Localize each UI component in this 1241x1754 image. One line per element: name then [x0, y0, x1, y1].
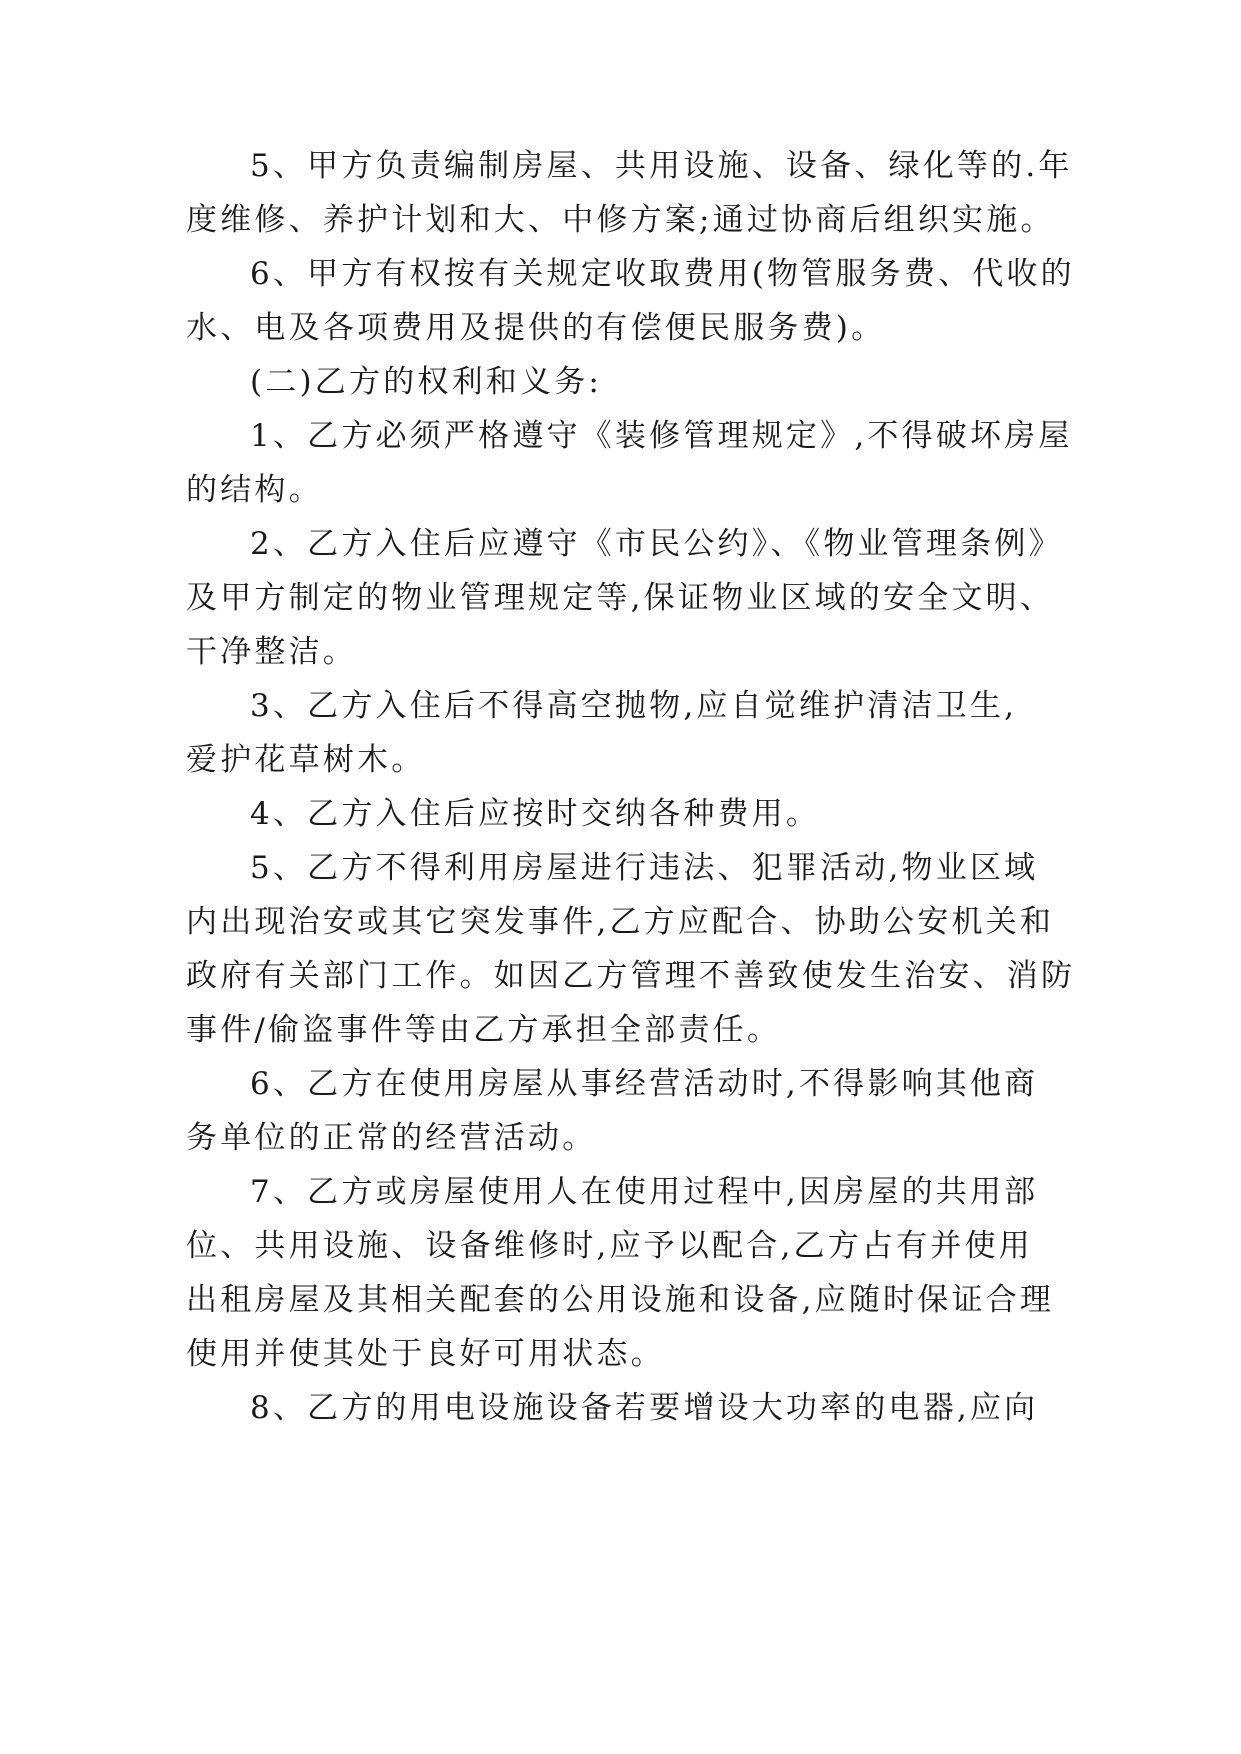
- text-line: 6、乙方在使用房屋从事经营活动时,不得影响其他商: [250, 1066, 1039, 1102]
- text-line: 使用并使其处于良好可用状态。: [186, 1336, 665, 1372]
- text-line: 8、乙方的用电设施设备若要增设大功率的电器,应向: [250, 1390, 1039, 1426]
- text-line: 爱护花草树木。: [186, 742, 426, 778]
- text-line: 1、乙方必须严格遵守《装修管理规定》,不得破坏房屋: [250, 418, 1073, 454]
- text-line: 及甲方制定的物业管理规定等,保证物业区域的安全文明、: [186, 580, 1055, 616]
- text-line: 5、乙方不得利用房屋进行违法、犯罪活动,物业区域: [250, 850, 1039, 886]
- text-line: 7、乙方或房屋使用人在使用过程中,因房屋的共用部: [250, 1174, 1039, 1210]
- text-line: 4、乙方入住后应按时交纳各种费用。: [250, 796, 821, 832]
- text-line: 内出现治安或其它突发事件,乙方应配合、协助公安机关和: [186, 904, 1055, 940]
- text-line: 位、共用设施、设备维修时,应予以配合,乙方占有并使用: [186, 1228, 1033, 1264]
- text-line: 出租房屋及其相关配套的公用设施和设备,应随时保证合理: [186, 1282, 1055, 1318]
- text-line: 水、电及各项费用及提供的有偿便民服务费)。: [186, 310, 886, 346]
- text-line: 干净整洁。: [186, 634, 357, 670]
- text-line: 务单位的正常的经营活动。: [186, 1120, 597, 1156]
- text-line: 6、甲方有权按有关规定收取费用(物管服务费、代收的: [250, 256, 1075, 292]
- text-line: 事件/偷盗事件等由乙方承担全部责任。: [186, 1012, 782, 1048]
- text-line: 2、乙方入住后应遵守《市民公约》、《物业管理条例》: [250, 526, 1063, 562]
- text-line: 5、甲方负责编制房屋、共用设施、设备、绿化等的.年: [250, 148, 1073, 184]
- text-line: 度维修、养护计划和大、中修方案;通过协商后组织实施。: [186, 202, 1055, 238]
- text-line: 3、乙方入住后不得高空抛物,应自觉维护清洁卫生,: [250, 688, 1018, 724]
- section-heading: (二)乙方的权利和义务:: [250, 364, 603, 400]
- text-line: 政府有关部门工作。如因乙方管理不善致使发生治安、消防: [186, 958, 1076, 994]
- text-line: 的结构。: [186, 472, 323, 508]
